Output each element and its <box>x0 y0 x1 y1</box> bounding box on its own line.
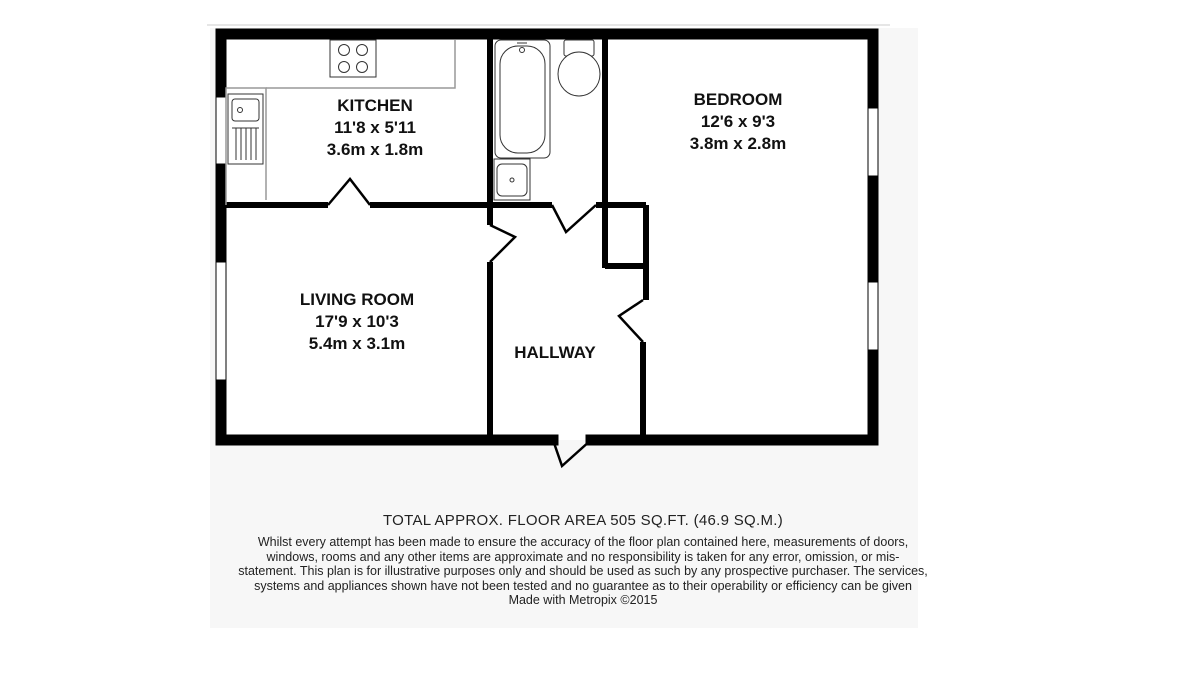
sink-icon <box>228 94 263 164</box>
room-label-hallway <box>495 342 615 364</box>
room-name: KITCHEN <box>337 96 413 115</box>
hob-icon <box>330 40 376 77</box>
room-name: LIVING ROOM <box>299 290 415 309</box>
room-dim-metric: 3.6m x 1.8m <box>326 140 424 159</box>
bath-icon <box>495 40 550 158</box>
plan-footer <box>213 512 953 608</box>
room-label-kitchen <box>300 95 450 161</box>
window-living <box>216 262 226 380</box>
room-name: BEDROOM <box>693 90 783 109</box>
credit-text: Made with Metropix ©2015 <box>508 593 658 607</box>
room-label-living-room <box>272 289 442 355</box>
room-dim-metric: 3.8m x 2.8m <box>689 134 787 153</box>
room-label-bedroom <box>663 89 813 155</box>
room-name: HALLWAY <box>514 343 596 362</box>
basin-icon <box>494 159 530 200</box>
room-dim-imperial: 17'9 x 10'3 <box>315 312 399 331</box>
window-bedroom-top <box>868 108 878 176</box>
room-dim-metric: 5.4m x 3.1m <box>308 334 406 353</box>
total-floor-area: TOTAL APPROX. FLOOR AREA 505 SQ.FT. (46.9 SQ.M.) <box>382 512 784 529</box>
room-dim-imperial: 11'8 x 5'11 <box>334 118 416 137</box>
window-kitchen <box>216 97 226 164</box>
window-bedroom-bottom <box>868 282 878 350</box>
toilet-icon <box>558 40 600 96</box>
disclaimer-text: Whilst every attempt has been made to ensure the accuracy of the floor plan contained here, measurements of doors, windows, rooms and any other items are approximate and no responsibility is taken for any error, omission, or mis-statement. This plan is for illustrative purposes only and should be used as such by any prospective purchaser. The services, systems and appliances shown have not been tested and no guarantee as to their operability or efficiency can be given <box>238 535 928 593</box>
room-dim-imperial: 12'6 x 9'3 <box>700 112 776 131</box>
